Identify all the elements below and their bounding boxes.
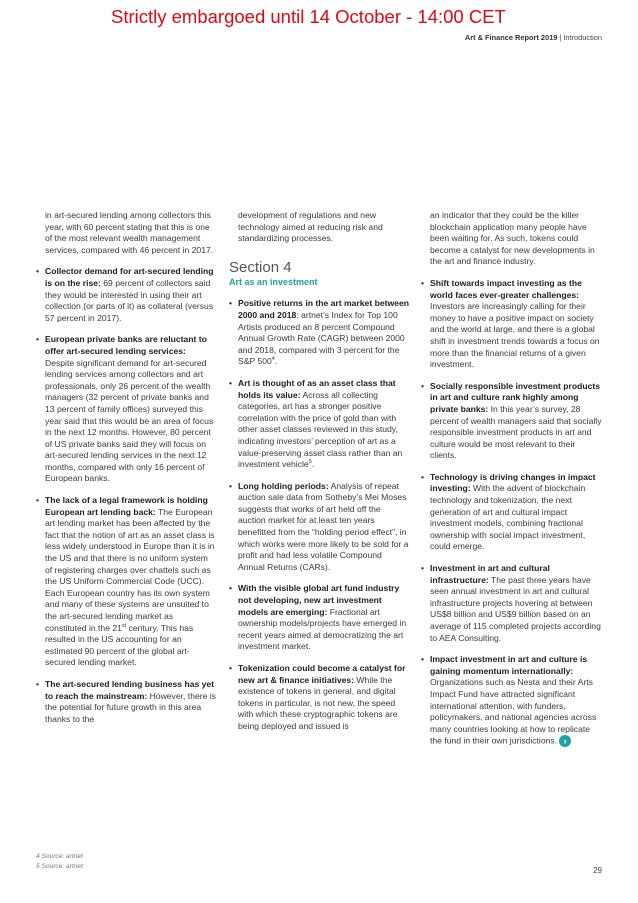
item-title: The lack of a legal framework is holding European art lending back:	[45, 495, 208, 517]
item-title: Art is thought of as an asset class that holds its value:	[238, 377, 396, 400]
item-title: Impact investment in art and culture is gaining momentum internationally:	[430, 654, 588, 676]
item-text: The European art lending market has been affected by the fact that the notion of art as an asset class is less widely understood in Europe than it is in the US and that there is no uniform system of registering charges over chattels such as the US Uniform Commercial Code (UCC). Each European country has its own system and many of these systems are unsuited to the art-secured lending market as constituted in the 21	[45, 506, 215, 633]
item-text: Despite significant demand for art-secured lending services among collectors and art professionals, only 26 percent of the wealth managers (32 percent of private banks and 13 percent of family offices) surveyed this year said that this would be an area of focus in the next 12 months. However, 80 percent of US private banks said they will focus on art-secured lending services in the next 12 months, compared with only 16 percent of European banks.	[45, 357, 214, 484]
list-item	[229, 378, 409, 471]
chevron-right-icon[interactable]: ›	[559, 735, 571, 747]
list-item	[229, 583, 409, 653]
list-item	[229, 663, 409, 733]
item-text: Fractional art ownership models/projects have emerged in recent years aimed at democratizing the art investment market.	[238, 606, 407, 652]
item-title: With the visible global art fund industry not developing, new art investment models are emerging:	[238, 583, 400, 617]
column-2-lead: development of regulations and new technology aimed at reducing risk and standardizing processes.	[238, 210, 383, 244]
column-3-lead: an indicator that they could be the killer blockchain application many people have been waiting for. As such, tokens could become a catalyst for new developments in the art and finance industry.	[430, 210, 595, 267]
list-item	[421, 381, 603, 462]
item-text: The past three years have seen annual investment in art and cultural infrastructure projects hovering at between US$8 billion and US$9 billion based on an average of 115 completed projects according to AEA Consulting.	[430, 574, 601, 643]
item-text: However, there is the potential for future growth in this area thanks to the	[45, 690, 216, 724]
footnote-ref[interactable]: 4	[271, 356, 275, 363]
list-item	[421, 472, 603, 553]
item-text: century. This has resulted in the US accounting for an estimated 90 percent of the global art-secured lending market.	[45, 622, 194, 668]
section-subtitle: Art as an investment	[229, 276, 318, 287]
item-title: Positive returns in the art market between 2000 and 2018	[238, 298, 409, 320]
item-text: : artnet’s Index for Top 100 Artists produced an 8 percent Compound Annual Growth Rate (CAGR) between 2000 and 2018, compared with 3 percent for the S&P 500	[238, 309, 405, 367]
footnote: 4 Source: artnet	[36, 853, 83, 860]
item-title: Tokenization could become a catalyst for new art & finance initiatives:	[238, 663, 406, 685]
item-text: Analysis of repeat auction sale data from Sotheby’s Mei Moses suggests that works of art held off the auction market for at least ten years benefitted from the “holding period effect”, in which works were more likely to be sold for a profit and had less volatile Compound Annual Returns (CARs).	[238, 480, 409, 572]
header-separator: |	[557, 33, 564, 42]
item-title: Investment in art and cultural infrastructure:	[430, 563, 550, 585]
running-header	[465, 33, 602, 42]
item-title: European private banks are reluctant to offer art-secured lending services:	[45, 334, 207, 356]
item-text: In this year’s survey, 28 percent of wealth managers said that socially responsible investment products in art and culture would be most relevant to their clients.	[430, 403, 602, 461]
item-title: Technology is driving changes in impact investing:	[430, 471, 596, 494]
item-text: .	[311, 459, 315, 470]
item-text: .	[274, 356, 278, 367]
page-number: 29	[593, 866, 602, 875]
item-text: With the advent of blockchain technology and tokenization, the next generation of art and cultural impact investment models, combining fractional ownership with social impact investment, could emerge.	[430, 483, 586, 552]
list-item	[421, 563, 603, 644]
item-text: 69 percent of collectors said they would be interested in using their art collection (or parts of it) as collateral (versus 57 percent in 2017).	[45, 277, 214, 323]
footnote: 5 Source: artnet	[36, 863, 83, 870]
item-text: Organizations such as Nesta and their Arts Impact Fund have attracted significant international attention, with funders, policymakers, and national agencies across many countries looking at how to replicate the fund in their own jurisdictions.	[430, 677, 597, 746]
column-1	[36, 210, 216, 735]
footnotes	[36, 852, 83, 872]
item-title: Collector demand for art-secured lending is on the rise:	[45, 266, 214, 288]
item-title: Shift towards impact investing as the world faces ever-greater challenges:	[430, 277, 582, 300]
column-2	[229, 210, 409, 743]
list-item	[229, 481, 409, 574]
superscript: st	[121, 622, 127, 629]
column-3	[421, 210, 603, 757]
item-title: Socially responsible investment products in art and culture rank highly among private banks:	[430, 380, 601, 414]
item-title: Long holding periods:	[238, 480, 329, 491]
report-title: Art & Finance Report 2019	[464, 33, 558, 42]
column-2-list	[229, 298, 409, 732]
column-1-list	[36, 266, 216, 725]
list-item	[36, 495, 216, 669]
footnote-ref[interactable]: 5	[308, 459, 312, 466]
item-text: Investors are increasingly calling for their money to have a positive impact on society and the world at large, and there is a global shift in investment trends towards a focus on more than the financial returns of a given investment.	[430, 301, 600, 370]
column-1-lead: in art-secured lending among collectors this year, with 60 percent stating that this is one of the most relevant wealth management services, compared with 46 percent in 2017.	[45, 210, 214, 255]
item-text: While the existence of tokens in general, and digital tokens in particular, is not new, the speed with which these cryptographic tokens are being deployed and issued is	[238, 674, 398, 731]
column-3-list	[421, 278, 603, 747]
list-item	[421, 278, 603, 371]
list-item	[421, 654, 603, 747]
item-title: The art-secured lending business has yet to reach the mainstream:	[45, 678, 215, 701]
item-text: Across all collecting categories, art has a stronger positive correlation with the price of gold than with other asset classes reviewed in this study, indicating investors’ perception of art as a value-preserving asset class rather than an investment vehicle	[238, 389, 403, 470]
list-item	[229, 298, 409, 368]
header-section: Introduction	[563, 33, 602, 42]
section-title: Section 4	[229, 258, 292, 276]
list-item	[36, 266, 216, 324]
list-item	[36, 334, 216, 485]
list-item	[36, 679, 216, 725]
embargo-notice: Strictly embargoed until 14 October - 14:00 CET	[111, 6, 506, 27]
